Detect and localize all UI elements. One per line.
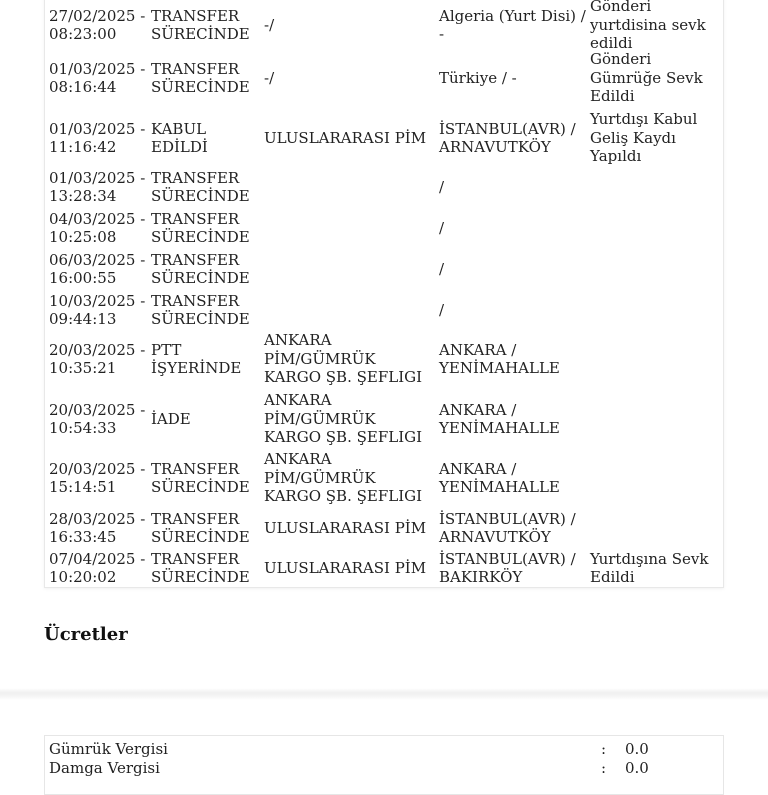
status-text: SÜRECİNDE [151, 568, 250, 586]
location-cell [439, 208, 589, 248]
description-text: Yurtdışına Sevk [590, 549, 709, 568]
status-cell [151, 390, 261, 448]
location-text: YENİMAHALLE [439, 359, 560, 377]
location-cell [439, 290, 589, 330]
location-text: ANKARA / [439, 340, 517, 359]
location-cell [439, 249, 589, 289]
description-cell [590, 330, 720, 388]
fee-label: Damga Vergisi [49, 759, 160, 777]
status-text: SÜRECİNDE [151, 478, 250, 496]
status-text: SÜRECİNDE [151, 269, 250, 287]
table-row [45, 508, 725, 548]
location-text: Algeria (Yurt Disi) / [439, 6, 586, 25]
status-text: İŞYERİNDE [151, 359, 242, 377]
status-text: TRANSFER [151, 168, 240, 187]
time-text: 09:44:13 [49, 310, 117, 328]
office-cell [264, 49, 434, 107]
location-text: BAKIRKÖY [439, 568, 523, 586]
date-cell [49, 548, 149, 588]
office-cell [264, 330, 434, 388]
office-cell [264, 249, 434, 289]
office-cell [264, 290, 434, 330]
date-text: 01/03/2025 - [49, 119, 146, 138]
table-row [45, 208, 725, 248]
office-text: ANKARA PİM/GÜMRÜK KARGO ŞB. ŞEFLIGI [264, 450, 423, 506]
status-text: TRANSFER [151, 509, 240, 528]
table-row [45, 49, 725, 107]
office-text: ULUSLARARASI PİM [264, 558, 427, 577]
date-text: 20/03/2025 - [49, 340, 146, 359]
location-cell [439, 0, 589, 50]
time-text: 16:33:45 [49, 528, 117, 546]
status-cell [151, 508, 261, 548]
date-text: 01/03/2025 - [49, 59, 146, 78]
description-cell [590, 208, 720, 248]
section-divider [0, 688, 768, 700]
status-cell [151, 49, 261, 107]
table-row [45, 167, 725, 207]
location-cell [439, 167, 589, 207]
office-text: -/ [264, 68, 275, 87]
office-text: ANKARA PİM/GÜMRÜK KARGO ŞB. ŞEFLIGI [264, 331, 423, 387]
location-text: / [439, 259, 445, 278]
location-text: YENİMAHALLE [439, 478, 560, 496]
status-cell [151, 449, 261, 507]
description-text: Edildi [590, 568, 635, 586]
date-text: 20/03/2025 - [49, 459, 146, 478]
location-text: İSTANBUL(AVR) / [439, 509, 576, 528]
time-text: 11:16:42 [49, 138, 117, 156]
fees-section-title: Ücretler [44, 624, 128, 645]
status-cell [151, 0, 261, 50]
date-cell [49, 390, 149, 448]
date-cell [49, 109, 149, 167]
status-text: TRANSFER [151, 59, 240, 78]
description-text: edildi [590, 34, 633, 53]
table-row [45, 390, 725, 448]
description-cell [590, 390, 720, 448]
description-text: yurtdisina sevk [590, 15, 706, 34]
status-text: TRANSFER [151, 291, 240, 310]
date-text: 04/03/2025 - [49, 209, 146, 228]
location-text: İSTANBUL(AVR) / [439, 549, 576, 568]
time-text: 13:28:34 [49, 187, 117, 205]
office-text: ANKARA PİM/GÜMRÜK KARGO ŞB. ŞEFLIGI [264, 391, 423, 447]
status-text: İADE [151, 409, 191, 428]
location-cell [439, 449, 589, 507]
date-cell [49, 290, 149, 330]
office-cell [264, 167, 434, 207]
status-text: TRANSFER [151, 6, 240, 25]
table-row [45, 290, 725, 330]
status-text: SÜRECİNDE [151, 187, 250, 205]
status-cell [151, 208, 261, 248]
office-cell [264, 0, 434, 50]
description-text: Gümrüğe Sevk [590, 68, 703, 87]
status-text: PTT [151, 340, 182, 359]
location-text: YENİMAHALLE [439, 419, 560, 437]
office-text: -/ [264, 15, 275, 34]
description-text: Geliş Kaydı [590, 128, 676, 147]
status-text: KABUL [151, 119, 207, 138]
date-cell [49, 0, 149, 50]
location-text: - [439, 25, 445, 43]
description-text: Gönderi [590, 0, 652, 16]
description-text: Gönderi [590, 50, 652, 69]
date-cell [49, 49, 149, 107]
office-cell [264, 508, 434, 548]
date-text: 20/03/2025 - [49, 400, 146, 419]
location-text: / [439, 300, 445, 319]
description-cell [590, 249, 720, 289]
date-cell [49, 167, 149, 207]
fee-value: 0.0 [625, 740, 649, 758]
status-text: EDİLDİ [151, 138, 208, 156]
description-cell [590, 548, 720, 588]
table-row [45, 249, 725, 289]
table-row [45, 449, 725, 507]
fee-label: Gümrük Vergisi [49, 740, 168, 758]
status-cell [151, 290, 261, 330]
location-text: Türkiye / - [439, 68, 517, 87]
description-cell [590, 0, 720, 53]
location-text: İSTANBUL(AVR) / [439, 119, 576, 138]
status-cell [151, 548, 261, 588]
description-cell [590, 449, 720, 507]
status-text: TRANSFER [151, 209, 240, 228]
location-text: ANKARA / [439, 459, 517, 478]
description-cell [590, 49, 720, 107]
date-text: 27/02/2025 - [49, 6, 146, 25]
status-text: SÜRECİNDE [151, 310, 250, 328]
location-text: / [439, 218, 445, 237]
office-cell [264, 548, 434, 588]
time-text: 10:35:21 [49, 359, 117, 377]
office-text: ULUSLARARASI PİM [264, 128, 427, 147]
office-cell [264, 109, 434, 167]
time-text: 08:23:00 [49, 25, 117, 43]
location-text: / [439, 177, 445, 196]
status-text: SÜRECİNDE [151, 25, 250, 43]
status-text: TRANSFER [151, 549, 240, 568]
office-cell [264, 449, 434, 507]
description-cell [590, 167, 720, 207]
time-text: 10:25:08 [49, 228, 117, 246]
status-cell [151, 167, 261, 207]
time-text: 15:14:51 [49, 478, 117, 496]
table-row [45, 109, 725, 167]
location-cell [439, 330, 589, 388]
location-text: ARNAVUTKÖY [439, 138, 551, 156]
status-cell [151, 249, 261, 289]
time-text: 10:20:02 [49, 568, 117, 586]
time-text: 16:00:55 [49, 269, 117, 287]
status-text: SÜRECİNDE [151, 78, 250, 96]
location-text: ANKARA / [439, 400, 517, 419]
location-cell [439, 109, 589, 167]
location-text: ARNAVUTKÖY [439, 528, 551, 546]
date-cell [49, 508, 149, 548]
description-text: Edildi [590, 87, 635, 106]
status-cell [151, 109, 261, 167]
location-cell [439, 390, 589, 448]
office-cell [264, 390, 434, 448]
fee-colon: : [601, 759, 607, 777]
fee-colon: : [601, 740, 607, 758]
date-text: 01/03/2025 - [49, 168, 146, 187]
description-text: Yapıldı [590, 147, 642, 166]
description-cell [590, 508, 720, 548]
date-text: 10/03/2025 - [49, 291, 146, 310]
status-cell [151, 330, 261, 388]
status-text: SÜRECİNDE [151, 228, 250, 246]
description-cell [590, 290, 720, 330]
date-cell [49, 208, 149, 248]
location-cell [439, 548, 589, 588]
table-row [45, 548, 725, 588]
table-row [45, 330, 725, 388]
status-text: SÜRECİNDE [151, 528, 250, 546]
time-text: 10:54:33 [49, 419, 117, 437]
time-text: 08:16:44 [49, 78, 117, 96]
date-cell [49, 330, 149, 388]
tracking-history-table [44, 0, 724, 588]
description-text: Yurtdışı Kabul [590, 110, 698, 129]
date-text: 06/03/2025 - [49, 250, 146, 269]
office-text: ULUSLARARASI PİM [264, 518, 427, 537]
location-cell [439, 508, 589, 548]
date-text: 07/04/2025 - [49, 549, 146, 568]
table-row [45, 0, 725, 53]
description-cell [590, 109, 720, 167]
status-text: TRANSFER [151, 459, 240, 478]
fees-table [44, 735, 724, 795]
office-cell [264, 208, 434, 248]
status-text: TRANSFER [151, 250, 240, 269]
date-text: 28/03/2025 - [49, 509, 146, 528]
date-cell [49, 449, 149, 507]
location-cell [439, 49, 589, 107]
fee-value: 0.0 [625, 759, 649, 777]
date-cell [49, 249, 149, 289]
